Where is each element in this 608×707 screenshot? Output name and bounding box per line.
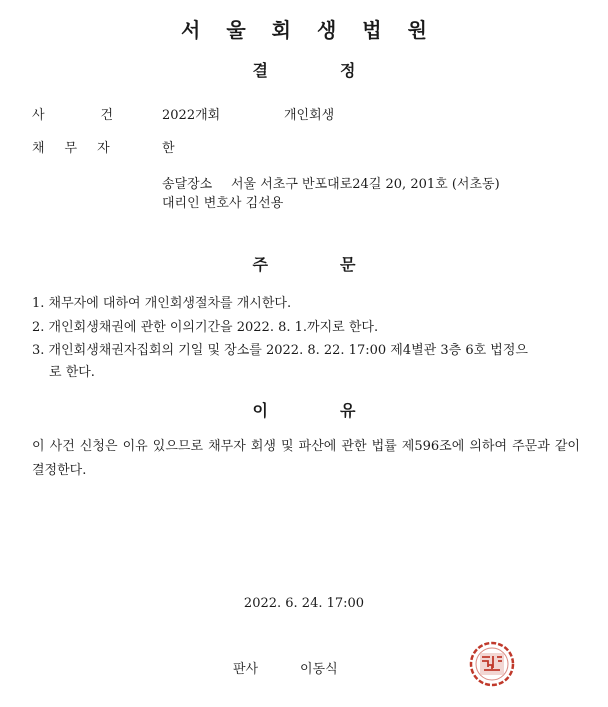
decision-date: 2022. 6. 24. 17:00: [243, 596, 365, 611]
reason-text: 이 사건 신청은 이유 있으므로 채무자 회생 및 파산에 관한 법률 제596조에 의하여 주문과 같이 결정한다.: [32, 439, 580, 478]
judge-name: 이동식: [300, 662, 338, 677]
case-type: 개인회생: [284, 108, 335, 123]
debtor-name: 한: [162, 141, 175, 156]
ruling-item-2: 2. 개인회생채권에 관한 이의기간을 2022. 8. 1.까지로 한다.: [32, 320, 379, 335]
debtor-label: 채무자: [32, 141, 130, 156]
address: 서울 서초구 반포대로24길 20, 201호 (서초동): [231, 177, 500, 192]
document-type-title: 결정: [252, 61, 428, 80]
court-seal-stamp: [468, 640, 516, 688]
ruling-item-3: 3. 개인회생채권자집회의 기일 및 장소를 2022. 8. 22. 17:00 제4별관 3층 6호 법정으: [32, 343, 528, 358]
reason-heading: 이유: [252, 401, 428, 420]
judge-label: 판사: [233, 662, 259, 677]
court-name: 서울회생법원: [181, 18, 453, 42]
case-number: 2022개회: [162, 108, 221, 123]
ruling-item-3-continued: 로 한다.: [49, 365, 95, 380]
agent: 대리인 변호사 김선용: [162, 196, 284, 211]
ruling-heading: 주문: [252, 255, 428, 274]
ruling-item-1: 1. 채무자에 대하여 개인회생절차를 개시한다.: [32, 296, 292, 311]
address-label: 송달장소: [162, 177, 213, 192]
case-label: 사건: [32, 108, 170, 123]
